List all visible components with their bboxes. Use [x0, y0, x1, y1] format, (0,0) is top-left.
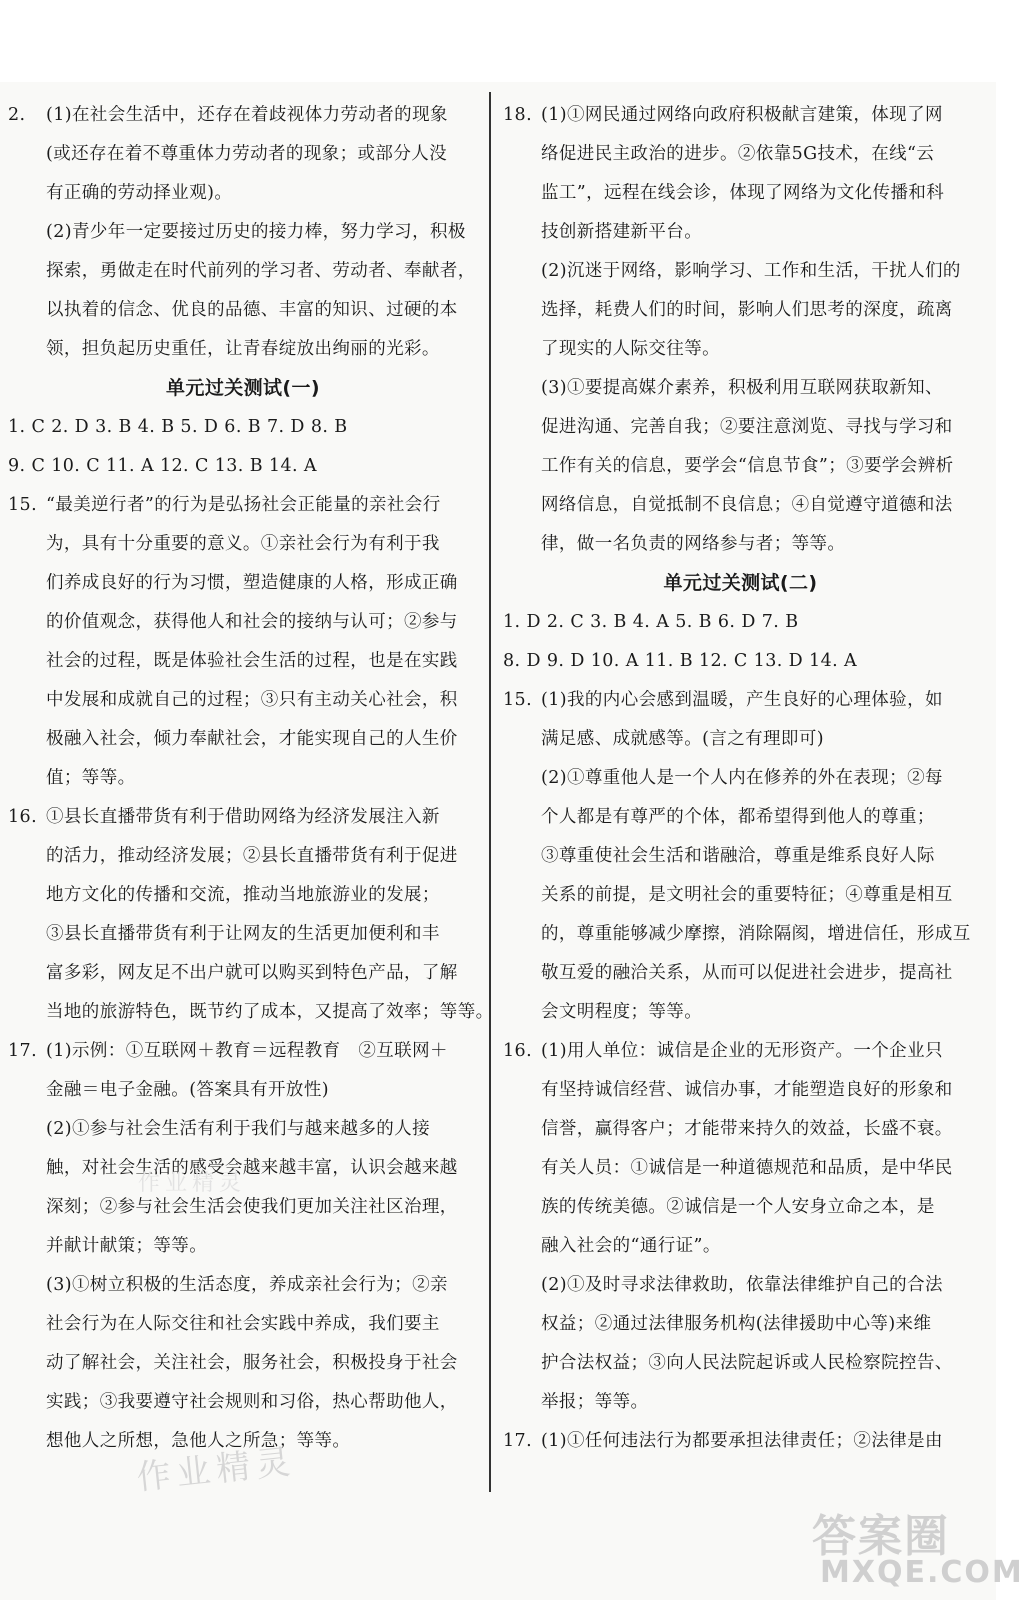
- question-number: 17.: [8, 1041, 38, 1061]
- answer-line: 想他人之所想，急他人之所急；等等。: [46, 1431, 351, 1451]
- question-number: 16.: [8, 807, 38, 827]
- answer-line: (3)①要提高媒介素养，积极利用互联网获取新知、: [541, 378, 943, 398]
- answer-line: 律，做一名负责的网络参与者；等等。: [541, 534, 846, 554]
- question-number: 2.: [8, 105, 26, 125]
- answer-line: 络促进民主政治的进步。②依靠5G技术，在线“云: [541, 144, 935, 164]
- answer-line: 敬互爱的融洽关系，从而可以促进社会进步，提高社: [541, 963, 953, 983]
- answer-line: 触，对社会生活的感受会越来越丰富，认识会越来越: [46, 1158, 458, 1178]
- answer-line: 们养成良好的行为习惯，塑造健康的人格，形成正确: [46, 573, 458, 593]
- choice-answers-line: 8. D 9. D 10. A 11. B 12. C 13. D 14. A: [503, 651, 858, 671]
- question-number: 15.: [503, 690, 533, 710]
- answer-text: (1)示例：①互联网＋教育＝远程教育 ②互联网＋: [46, 1041, 448, 1061]
- answer-line: (2)①参与社会生活有利于我们与越来越多的人接: [46, 1119, 430, 1139]
- choice-answers-line: 1. D 2. C 3. B 4. A 5. B 6. D 7. B: [503, 612, 799, 632]
- right-column: [503, 96, 978, 1461]
- answer-line: 金融＝电子金融。(答案具有开放性): [46, 1080, 329, 1100]
- answer-line: ③尊重使社会生活和谐融洽，尊重是维系良好人际: [541, 846, 935, 866]
- choice-answers-line: 9. C 10. C 11. A 12. C 13. B 14. A: [8, 456, 317, 476]
- answer-line: [8, 96, 478, 135]
- answer-line: 以执着的信念、优良的品德、丰富的知识、过硬的本: [46, 300, 458, 320]
- answer-line: 中发展和成就自己的过程；③只有主动关心社会，积: [46, 690, 458, 710]
- answer-text: (1)在社会生活中，还存在着歧视体力劳动者的现象: [46, 105, 448, 125]
- section-heading: 单元过关测试(二): [663, 572, 818, 594]
- answer-text: (1)用人单位：诚信是企业的无形资产。一个企业只: [541, 1041, 943, 1061]
- question-number: 16.: [503, 1041, 533, 1061]
- answer-line: 护合法权益；③向人民法院起诉或人民检察院控告、: [541, 1353, 953, 1373]
- answer-line: [503, 681, 978, 720]
- answer-line: 选择，耗费人们的时间，影响人们思考的深度，疏离: [541, 300, 953, 320]
- answer-line: 探索，勇做走在时代前列的学习者、劳动者、奉献者，: [46, 261, 476, 281]
- answer-line: 地方文化的传播和交流，推动当地旅游业的发展；: [46, 885, 440, 905]
- answer-text: (1)①任何违法行为都要承担法律责任；②法律是由: [541, 1431, 943, 1451]
- answer-line: (2)青少年一定要接过历史的接力棒，努力学习，积极: [46, 222, 466, 242]
- answer-line: 值；等等。: [46, 768, 136, 788]
- answer-line: 深刻；②参与社会生活会使我们更加关注社区治理，: [46, 1197, 458, 1217]
- answer-line: 关系的前提，是文明社会的重要特征；④尊重是相互: [541, 885, 953, 905]
- question-number: 18.: [503, 105, 533, 125]
- choice-answers-line: 1. C 2. D 3. B 4. B 5. D 6. B 7. D 8. B: [8, 417, 348, 437]
- answer-line: [8, 486, 478, 525]
- answer-line: 动了解社会，关注社会，服务社会，积极投身于社会: [46, 1353, 458, 1373]
- answer-line: 技创新搭建新平台。: [541, 222, 703, 242]
- answer-line: 的，尊重能够减少摩擦，消除隔阂，增进信任，形成互: [541, 924, 971, 944]
- answer-line: [8, 1032, 478, 1071]
- answer-line: 领，担负起历史重任，让青春绽放出绚丽的光彩。: [46, 339, 440, 359]
- answer-line: 有坚持诚信经营、诚信办事，才能塑造良好的形象和: [541, 1080, 953, 1100]
- answer-line: 的价值观念，获得他人和社会的接纳与认可；②参与: [46, 612, 458, 632]
- answer-line: 融入社会的“通行证”。: [541, 1236, 721, 1256]
- answer-line: 社会行为在人际交往和社会实践中养成，我们要主: [46, 1314, 440, 1334]
- column-divider: [489, 92, 491, 1492]
- answer-line: 工作有关的信息，要学会“信息节食”；③要学会辨析: [541, 456, 954, 476]
- watermark-text-bottom: 作业精灵: [134, 1441, 299, 1499]
- answer-line: (3)①树立积极的生活态度，养成亲社会行为；②亲: [46, 1275, 448, 1295]
- section-heading: 单元过关测试(一): [166, 377, 320, 399]
- answer-line: (2)沉迷于网络，影响学习、工作和生活，干扰人们的: [541, 261, 961, 281]
- answer-text: (1)①网民通过网络向政府积极献言建策，体现了网: [541, 105, 943, 125]
- watermark-logo: 答案圈: [812, 1511, 950, 1562]
- answer-line: [503, 1032, 978, 1071]
- answer-text: (1)我的内心会感到温暖，产生良好的心理体验，如: [541, 690, 943, 710]
- answer-line: 实践；③我要遵守社会规则和习俗，热心帮助他人，: [46, 1392, 458, 1412]
- answer-line: 极融入社会，倾力奉献社会，才能实现自己的人生价: [46, 729, 458, 749]
- answer-line: 有关人员：①诚信是一种道德规范和品质，是中华民: [541, 1158, 953, 1178]
- answer-line: 并献计献策；等等。: [46, 1236, 208, 1256]
- answer-line: (2)①及时寻求法律救助，依靠法律维护自己的合法: [541, 1275, 943, 1295]
- answer-line: [8, 798, 478, 837]
- watermark-text-mid: 作业精灵: [138, 1171, 247, 1196]
- question-number: 15.: [8, 495, 38, 515]
- answer-line: 富多彩，网友足不出户就可以购买到特色产品，了解: [46, 963, 458, 983]
- answer-line: 网络信息，自觉抵制不良信息；④自觉遵守道德和法: [541, 495, 953, 515]
- answer-line: [503, 1422, 978, 1461]
- answer-line: 促进沟通、完善自我；②要注意浏览、寻找与学习和: [541, 417, 953, 437]
- answer-line: 监工”，远程在线会诊，体现了网络为文化传播和科: [541, 183, 945, 203]
- answer-line: 权益；②通过法律服务机构(法律援助中心等)来维: [541, 1314, 932, 1334]
- answer-text: “最美逆行者”的行为是弘扬社会正能量的亲社会行: [46, 495, 441, 515]
- answer-line: 满足感、成就感等。(言之有理即可): [541, 729, 824, 749]
- answer-line: 信誉，赢得客户；才能带来持久的效益，长盛不衰。: [541, 1119, 953, 1139]
- answer-line: 为，具有十分重要的意义。①亲社会行为有利于我: [46, 534, 440, 554]
- answer-line: (2)①尊重他人是一个人内在修养的外在表现；②每: [541, 768, 943, 788]
- answer-line: (或还存在着不尊重体力劳动者的现象；或部分人没: [46, 144, 448, 164]
- question-number: 17.: [503, 1431, 533, 1451]
- answer-line: 个人都是有尊严的个体，都希望得到他人的尊重；: [541, 807, 935, 827]
- answer-line: 会文明程度；等等。: [541, 1002, 703, 1022]
- answer-line: 族的传统美德。②诚信是一个人安身立命之本，是: [541, 1197, 935, 1217]
- answer-line: ③县长直播带货有利于让网友的生活更加便利和丰: [46, 924, 440, 944]
- answer-line: 举报；等等。: [541, 1392, 649, 1412]
- page-top-margin: [0, 0, 996, 78]
- answer-line: [503, 96, 978, 135]
- left-column: [8, 96, 494, 1461]
- answer-line: 了现实的人际交往等。: [541, 339, 720, 359]
- answer-line: 当地的旅游特色，既节约了成本，又提高了效率；等等。: [46, 1002, 494, 1022]
- answer-text: ①县长直播带货有利于借助网络为经济发展注入新: [46, 807, 440, 827]
- answer-line: 有正确的劳动择业观)。: [46, 183, 233, 203]
- watermark-logo-url: MXQE.COM: [820, 1555, 1024, 1590]
- answer-line: 的活力，推动经济发展；②县长直播带货有利于促进: [46, 846, 458, 866]
- answer-line: 社会的过程，既是体验社会生活的过程，也是在实践: [46, 651, 458, 671]
